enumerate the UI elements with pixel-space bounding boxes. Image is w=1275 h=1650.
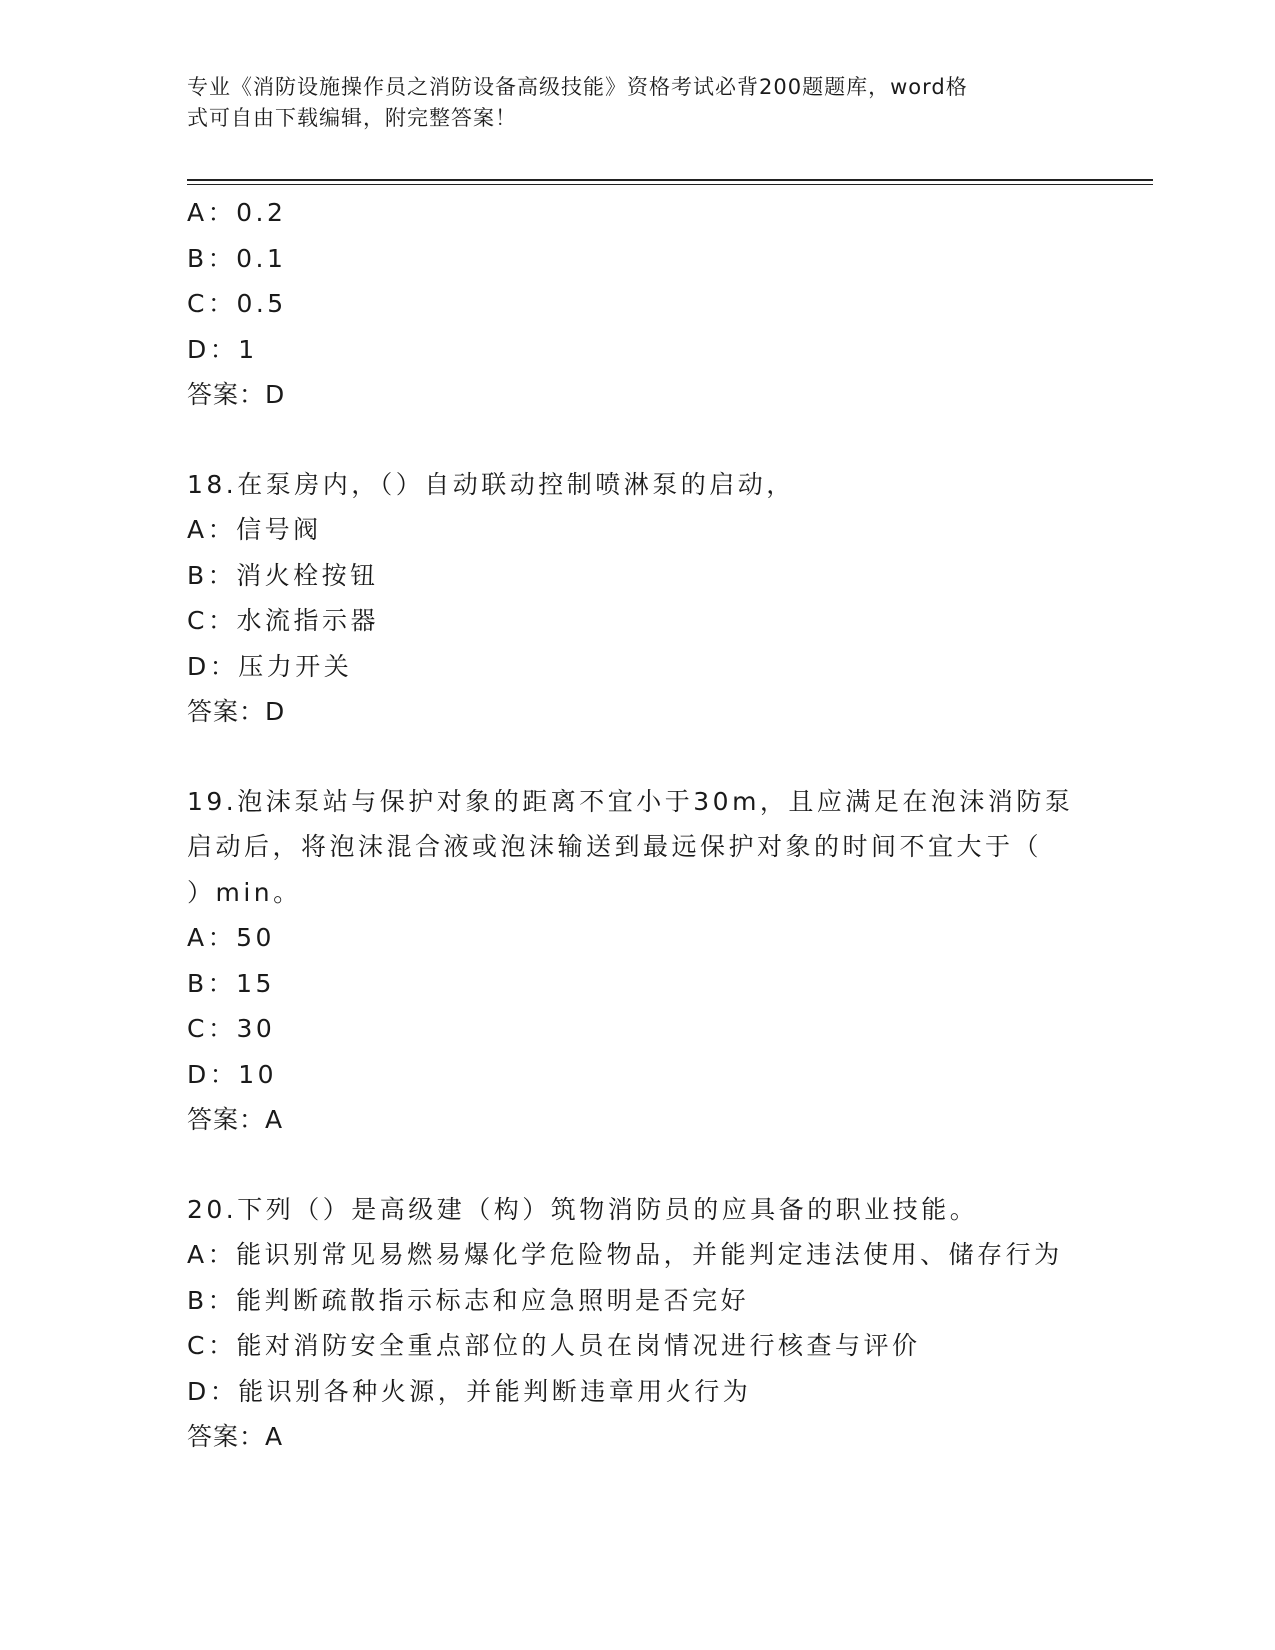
question-text-line-2: 启动后，将泡沫混合液或泡沫输送到最远保护对象的时间不宜大于（ [187, 832, 1043, 861]
question-18 [187, 462, 1087, 735]
question-text: 20.下列（）是高级建（构）筑物消防员的应具备的职业技能。 [187, 1194, 979, 1224]
header-line-1: 专业《消防设施操作员之消防设备高级技能》资格考试必背200题题库，word格 [187, 75, 968, 99]
option-b: B：能判断疏散指示标志和应急照明是否完好 [187, 1285, 750, 1315]
question-text: 18.在泵房内，（）自动联动控制喷淋泵的启动， [187, 469, 795, 499]
header-divider [187, 179, 1153, 185]
answer-label: 答案：D [187, 380, 286, 409]
answer-label: 答案：A [187, 1105, 284, 1134]
question-19 [187, 779, 1087, 1143]
option-c: C：0.5 [187, 289, 287, 318]
answer-label: 答案：A [187, 1422, 284, 1451]
question-20 [187, 1187, 1087, 1460]
option-a: A：能识别常见易燃易爆化学危险物品，并能判定违法使用、储存行为 [187, 1240, 1063, 1269]
option-d: D：压力开关 [187, 651, 353, 681]
question-text-line-3: ）min。 [187, 877, 302, 907]
header-line-2: 式可自由下载编辑，附完整答案！ [187, 106, 517, 130]
option-d: D：1 [187, 334, 258, 364]
option-c: C：水流指示器 [187, 606, 379, 635]
option-a: A：0.2 [187, 198, 287, 227]
option-c: C：30 [187, 1014, 276, 1043]
option-b: B：15 [187, 968, 275, 998]
option-a: A：信号阀 [187, 515, 322, 544]
option-d: D：能识别各种火源，并能判断违章用火行为 [187, 1376, 752, 1406]
option-b: B：消火栓按钮 [187, 560, 379, 590]
document-header [187, 72, 1067, 134]
answer-label: 答案：D [187, 697, 286, 726]
question-17 [187, 190, 1087, 418]
question-list [187, 190, 1087, 1460]
option-d: D：10 [187, 1059, 278, 1089]
option-a: A：50 [187, 923, 275, 952]
option-b: B：0.1 [187, 243, 287, 273]
option-c: C：能对消防安全重点部位的人员在岗情况进行核查与评价 [187, 1331, 921, 1360]
question-text-line-1: 19.泡沫泵站与保护对象的距离不宜小于30m，且应满足在泡沫消防泵 [187, 786, 1074, 816]
